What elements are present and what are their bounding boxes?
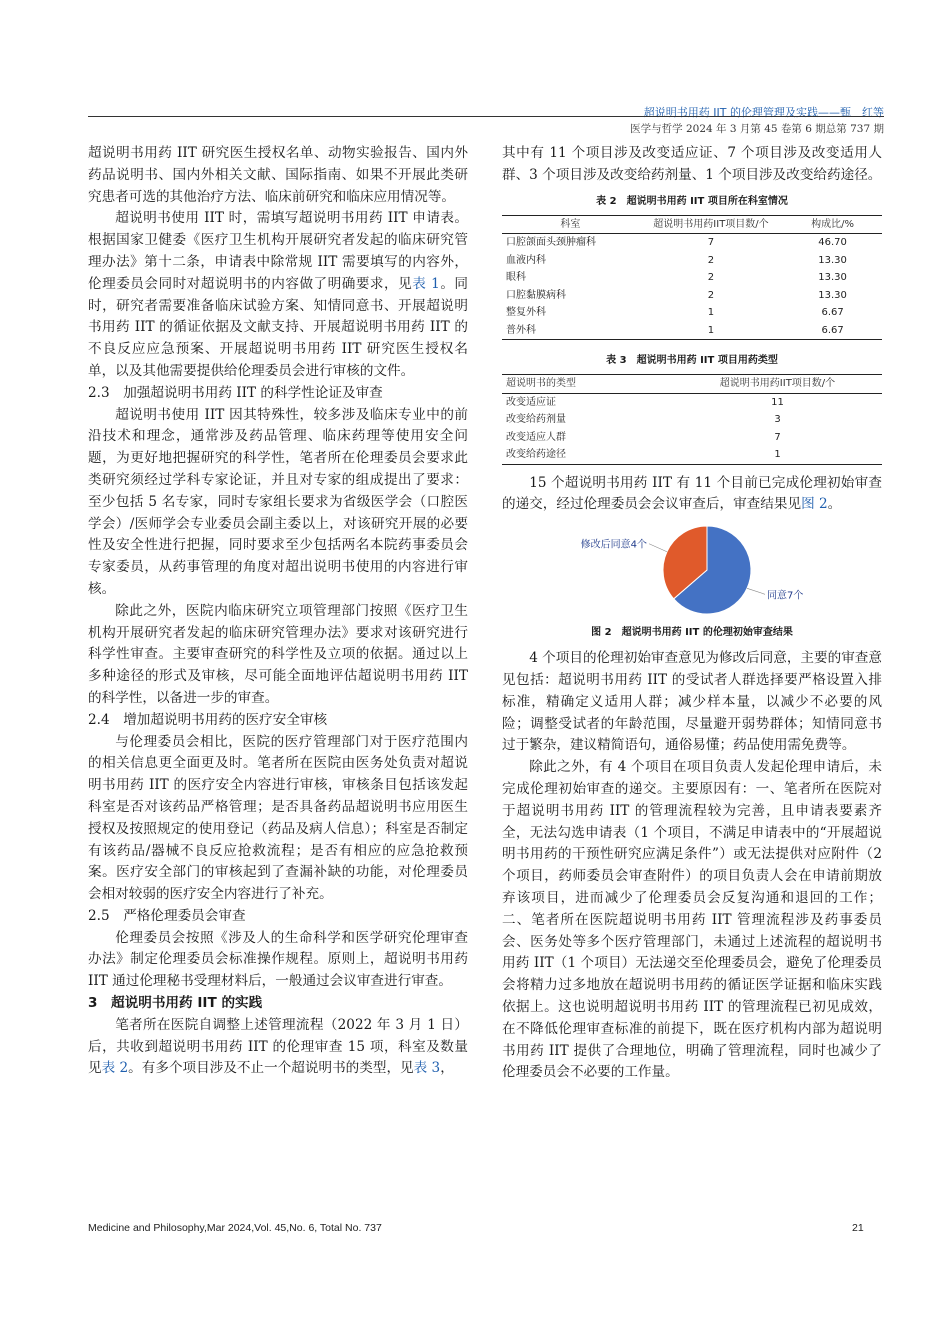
table-3 (502, 374, 882, 465)
paragraph: 超说明书使用 IIT 时，需填写超说明书用药 IIT 申请表。根据国家卫健委《医疗卫生机构开展研究者发起的临床研究管理办法》第十二条，申请表中除常规 IIT 需要填写的内容外，伦理委员会同时对超说明书的内容做了明确要求，见表 1。同时，研究者需要准备临床试验方案、知情同意书、开展超说明书用药 IIT 的循证依据及文献支持、开展超说明书用药 IIT 的不良反应应急预案、开展超说明书用药 IIT 研究医生授权名单，以及其他需要提供给伦理委员会进行审核的文件。 (88, 210, 469, 379)
table-header: 超说明书用药IIT项目数/个 (673, 375, 882, 394)
pie-chart (502, 522, 882, 620)
figure-2 (502, 522, 882, 620)
table-row: 眼科 2 13.30 (506, 272, 847, 284)
paragraph: 超说明书用药 IIT 研究医生授权名单、动物实验报告、国内外药品说明书、国内外相关文献、国际指南、如果不开展此类研究患者可选的其他治疗方法、临床前研究和临床应用情况等。 (88, 145, 468, 205)
table-row: 整复外科 1 6.67 (506, 307, 844, 319)
table-1-link[interactable]: 表 1 (412, 275, 440, 292)
paragraph: 除此之外，有 4 个项目在项目负责人发起伦理申请后，未完成伦理初始审查的递交。主要原因有：一、笔者所在医院对于超说明书用药 IIT 的管理流程较为完善，且申请表要素齐全，无法勾选申请表（1 个项目，不满足申请表中的“开展超说明书用药的干预性研究应满足条件”）或无法提供对应附件（2 个项目，药师委员会审查附件）的项目负责人会在申请前期放弃该项目，进而减少了伦理委员会反复沟通和退回的工作；二、笔者所在医院超说明书用药 IIT 管理流程涉及药事委员会、医务处等多个医疗管理部门，未通过上述流程的超说明书用药 IIT（1 个项目）无法递交至伦理委员会，避免了伦理委员会将精力过多地放在超说明书用药的循证医学证据和临床实践依据上。这也说明超说明书用药 IIT 的管理流程已初见成效，在不降低伦理审查标准的前提下，既在医疗机构内部为超说明书用药 IIT 提供了合理地位，明确了管理流程，同时也减少了伦理委员会不必要的工作量。 (502, 759, 882, 1081)
paragraph: 其中有 11 个项目涉及改变适应证、7 个项目涉及改变适用人群、3 个项目涉及改变给药剂量、1 个项目涉及改变给药途径。 (502, 145, 882, 183)
running-title: 超说明书用药 IIT 的伦理管理及实践——甄 红等 (643, 106, 884, 119)
page-number: 21 (852, 1222, 864, 1234)
table-header: 超说明书的类型 (502, 375, 673, 394)
table-header: 超说明书用药IIT项目数/个 (639, 215, 783, 234)
paragraph: 伦理委员会按照《涉及人的生命科学和医学研究伦理审查办法》制定伦理委员会标准操作规程。原则上，超说明书用药 IIT 通过伦理秘书受理材料后，一般通过会议审查进行审查。 (88, 929, 468, 990)
table-header: 科室 (502, 215, 639, 234)
paragraph: 笔者所在医院自调整上述管理流程（2022 年 3 月 1 日）后，共收到超说明书用药 IIT 的伦理审查 15 项，科室及数量见表 2。有多个项目涉及不止一个超说明书的类型，见表 3， (88, 1016, 468, 1077)
table-2-caption: 表 2 超说明书用药 IIT 项目所在科室情况 (596, 195, 788, 207)
table-header: 构成比/% (783, 215, 882, 234)
section-heading-2-5: 2.5 严格伦理委员会审查 (88, 907, 246, 924)
paragraph: 超说明书使用 IIT 因其特殊性，较多涉及临床专业中的前沿技术和理念，通常涉及药品管理、临床药理等使用安全问题，为更好地把握研究的科学性，笔者所在伦理委员会要求此类研究须经过学科专家论证，并且对专家的组成提出了要求：至少包括 5 名专家，同时专家组长要求为省级医学会（口腔医学会）/医师学会专业委员会副主委以上，对该研究开展的必要性及安全性进行把握，同时要求至少包括两名本院药事委员会专家委员，从药事管理的角度对超出说明书使用的内容进行审核。 (88, 406, 468, 597)
paragraph: 4 个项目的伦理初始审查意见为修改后同意，主要的审查意见包括：超说明书用药 IIT 的受试者人群选择要严格设置入排标准，精确定义适用人群；减少样本量，以减少不必要的风险；调整受试者的年龄范围，尽量避开弱势群体；知情同意书过于繁杂，建议精简语句，通俗易懂；药品使用需免费等。 (502, 650, 882, 754)
table-row: 改变适应人群 7 (506, 431, 781, 443)
table-row: 普外科 1 6.67 (502, 322, 882, 340)
left-column (88, 143, 468, 1080)
table-2-link[interactable]: 表 2 (101, 1060, 129, 1077)
table-row: 血液内科 2 13.30 (506, 254, 847, 266)
table-row: 口腔颌面头颈肿瘤科 7 46.70 (506, 237, 847, 249)
table-row: 改变给药剂量 3 (506, 414, 781, 426)
figure-2-caption: 图 2 超说明书用药 IIT 的伦理初始审查结果 (591, 627, 793, 639)
pie-leader-line (747, 588, 765, 594)
figure-2-link[interactable]: 图 2 (801, 496, 828, 513)
table-3-caption: 表 3 超说明书用药 IIT 项目用药类型 (606, 355, 778, 367)
table-row: 改变适应证 11 (506, 396, 784, 408)
table-row: 改变给药途径 1 (502, 446, 882, 464)
section-heading-3: 3 超说明书用药 IIT 的实践 (88, 995, 263, 1012)
right-column (502, 143, 882, 1084)
pie-label: 同意7个 (767, 590, 804, 602)
pie-leader-line (649, 544, 667, 552)
table-3-link[interactable]: 表 3 (413, 1060, 441, 1077)
table-row: 口腔黏膜病科 2 13.30 (506, 289, 847, 301)
paragraph: 与伦理委员会相比，医院的医疗管理部门对于医疗范围内的相关信息更全面更及时。笔者所在医院由医务处负责对超说明书用药 IIT 的医疗安全内容进行审核，审核条目包括该发起科室是否对该药品严格管理；是否具备药品超说明书应用医生授权及按照规定的使用登记（药品及病人信息）；科室是否制定有该药品/器械不良反应抢救流程；是否有相应的应急抢救预案。医疗安全部门的审核起到了查漏补缺的功能，对伦理委员会相对较弱的医疗安全内容进行了补充。 (88, 733, 468, 903)
paragraph: 除此之外，医院内临床研究立项管理部门按照《医疗卫生机构开展研究者发起的临床研究管理办法》要求对该研究进行科学性审查。主要审查研究的科学性及立项的依据。通过以上多种途径的形式及审核，尽可能全面地评估超说明书用药 IIT 的科学性，以备进一步的审查。 (88, 602, 468, 706)
section-heading-2-3: 2.3 加强超说明书用药 IIT 的科学性论证及审查 (88, 384, 383, 401)
journal-issue-line: 医学与哲学 2024 年 3 月第 45 卷第 6 期总第 737 期 (630, 123, 884, 135)
pie-label: 修改后同意4个 (580, 539, 647, 551)
section-heading-2-4: 2.4 增加超说明书用药的医疗安全审核 (88, 711, 328, 728)
header-rule (88, 116, 884, 117)
paragraph: 15 个超说明书用药 IIT 有 11 个目前已完成伦理初始审查的递交，经过伦理委员会会议审查后，审查结果见图 2。 (502, 474, 882, 513)
footer-journal: Medicine and Philosophy,Mar 2024,Vol. 45,No. 6, Total No. 737 (88, 1222, 382, 1234)
table-2 (502, 215, 882, 341)
